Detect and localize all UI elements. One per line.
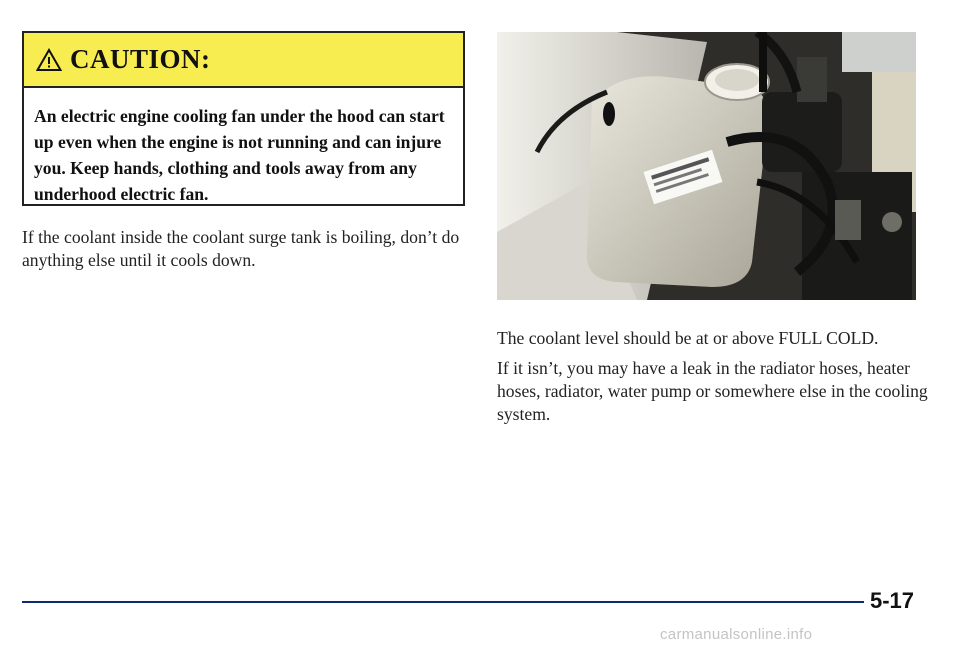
page-number: 5-17 xyxy=(870,588,915,613)
engine-coolant-tank-photo xyxy=(497,32,916,300)
watermark: carmanualsonline.info xyxy=(660,626,813,643)
caution-box xyxy=(22,31,465,206)
coolant-level-paragraph: The coolant level should be at or above FULL COLD. xyxy=(497,328,879,348)
footer-rule xyxy=(22,601,864,603)
caution-title: CAUTION: xyxy=(70,44,211,74)
caution-text: An electric engine cooling fan under the hood can start up even when the engine is not running and can injure you. Keep hands, clothing and tools away from any underhood electric fan. xyxy=(34,106,445,204)
coolant-boiling-paragraph: If the coolant inside the coolant surge tank is boiling, don’t do anything else until it cools down. xyxy=(22,227,460,270)
leak-paragraph: If it isn’t, you may have a leak in the radiator hoses, heater hoses, radiator, water pump or somewhere else in the cooling system. xyxy=(497,358,928,424)
warning-triangle-icon xyxy=(36,48,62,72)
caution-header xyxy=(24,33,463,88)
